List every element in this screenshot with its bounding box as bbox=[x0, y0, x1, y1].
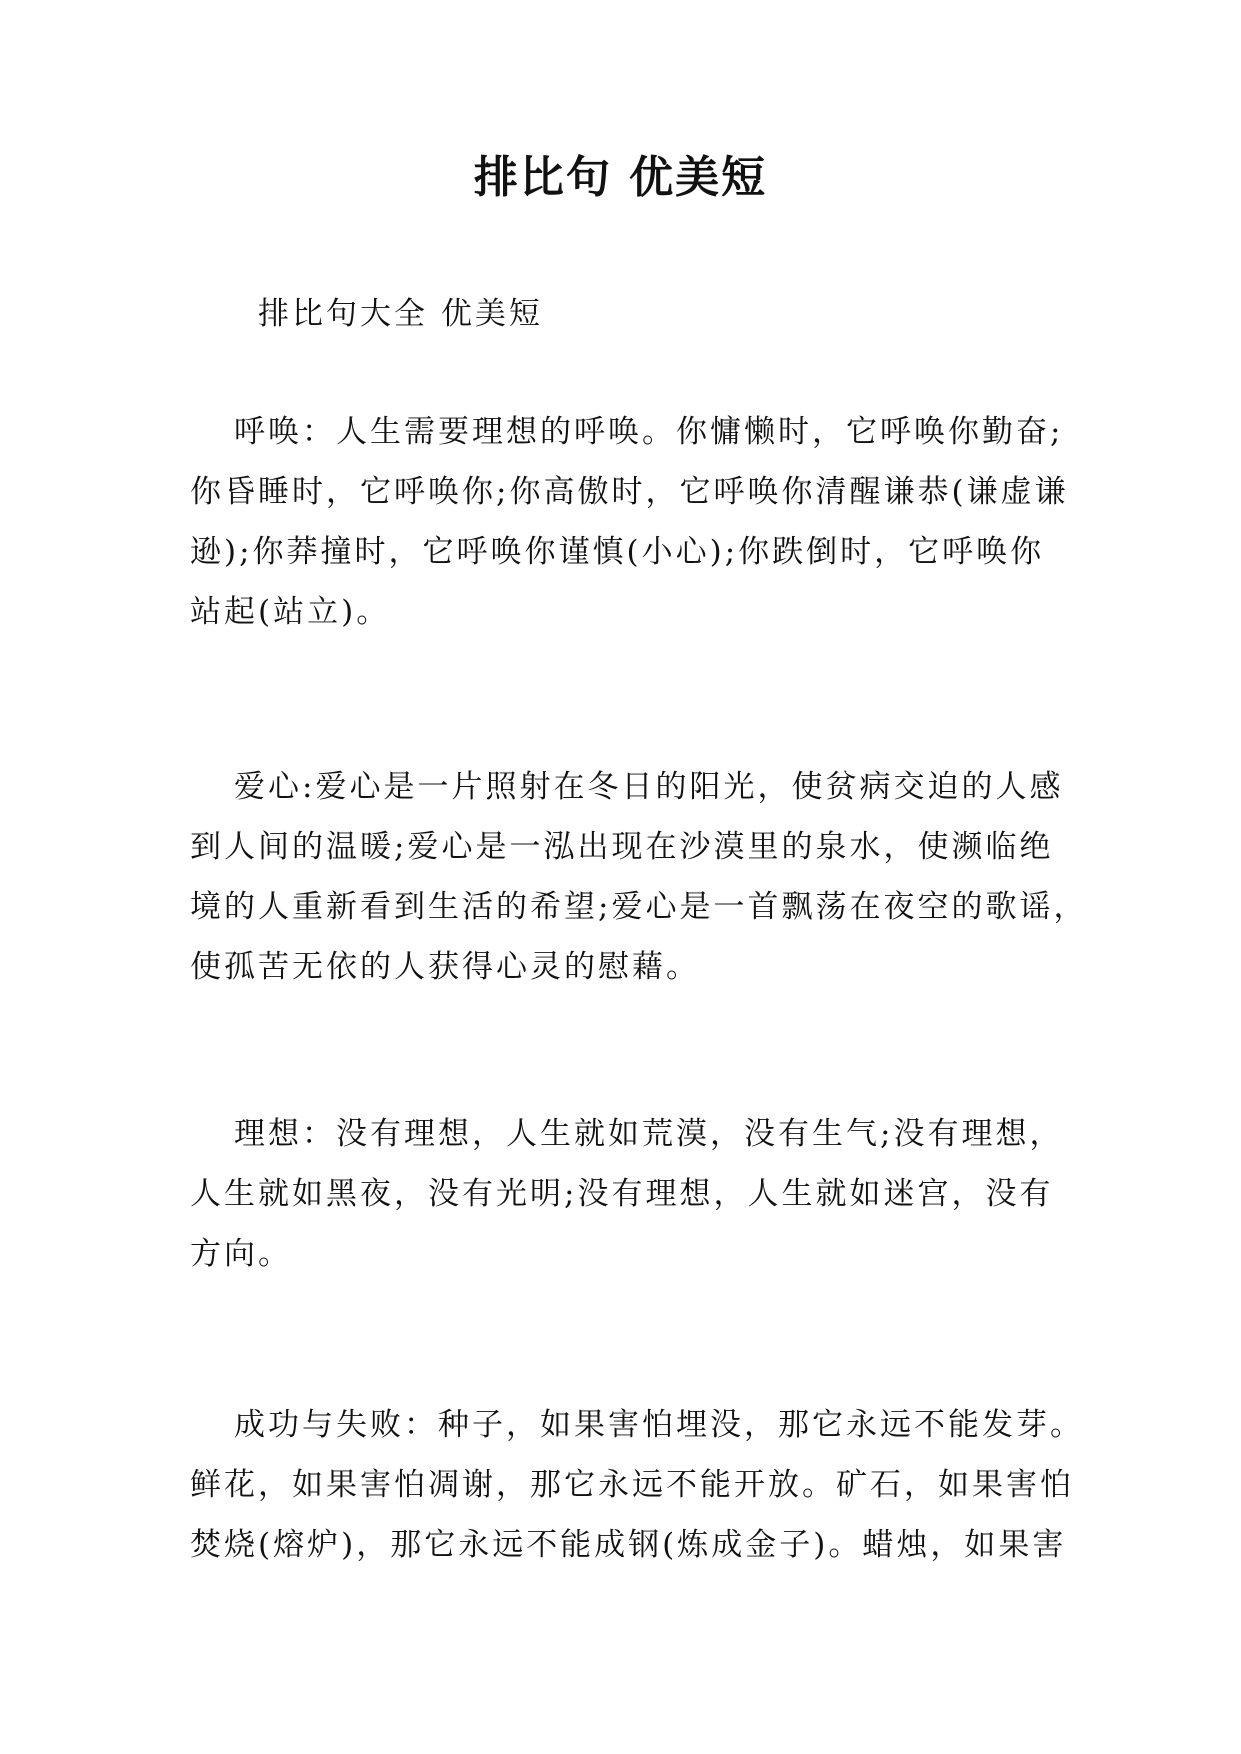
page-title: 排比句 优美短 bbox=[473, 152, 768, 203]
document-subtitle: 排比句大全 优美短 bbox=[258, 296, 543, 332]
paragraph-line: 呼唤：人生需要理想的呼唤。你慵懒时，它呼唤你勤奋; bbox=[234, 414, 1064, 450]
paragraph-line: 逊);你莽撞时，它呼唤你谨慎(小心);你跌倒时，它呼唤你 bbox=[190, 534, 1045, 570]
paragraph-line: 站起(站立)。 bbox=[190, 594, 391, 630]
paragraph-line: 鲜花，如果害怕凋谢，那它永远不能开放。矿石，如果害怕 bbox=[190, 1467, 1074, 1503]
paragraph-line: 焚烧(熔炉)，那它永远不能成钢(炼成金子)。蜡烛，如果害 bbox=[190, 1527, 1067, 1563]
paragraph-line: 境的人重新看到生活的希望;爱心是一首飘荡在夜空的歌谣， bbox=[190, 889, 1088, 925]
paragraph-success-failure bbox=[190, 1395, 1084, 1575]
paragraph-line: 爱心:爱心是一片照射在冬日的阳光，使贫病交迫的人感 bbox=[234, 769, 1064, 805]
paragraph-line: 理想：没有理想，人生就如荒漠，没有生气;没有理想， bbox=[234, 1116, 1064, 1152]
paragraph-line: 到人间的温暖;爱心是一泓出现在沙漠里的泉水，使濒临绝 bbox=[190, 829, 1054, 865]
paragraph-line: 你昏睡时，它呼唤你;你高傲时，它呼唤你清醒谦恭(谦虚谦 bbox=[190, 474, 1069, 510]
paragraph-line: 使孤苦无依的人获得心灵的慰藉。 bbox=[190, 949, 700, 985]
paragraph-calling bbox=[190, 402, 1070, 642]
paragraph-love bbox=[190, 757, 1088, 997]
paragraph-ideal bbox=[190, 1104, 1070, 1284]
paragraph-line: 人生就如黑夜，没有光明;没有理想，人生就如迷宫，没有 bbox=[190, 1176, 1054, 1212]
paragraph-line: 成功与失败：种子，如果害怕埋没，那它永远不能发芽。 bbox=[234, 1407, 1084, 1443]
paragraph-line: 方向。 bbox=[190, 1236, 292, 1272]
